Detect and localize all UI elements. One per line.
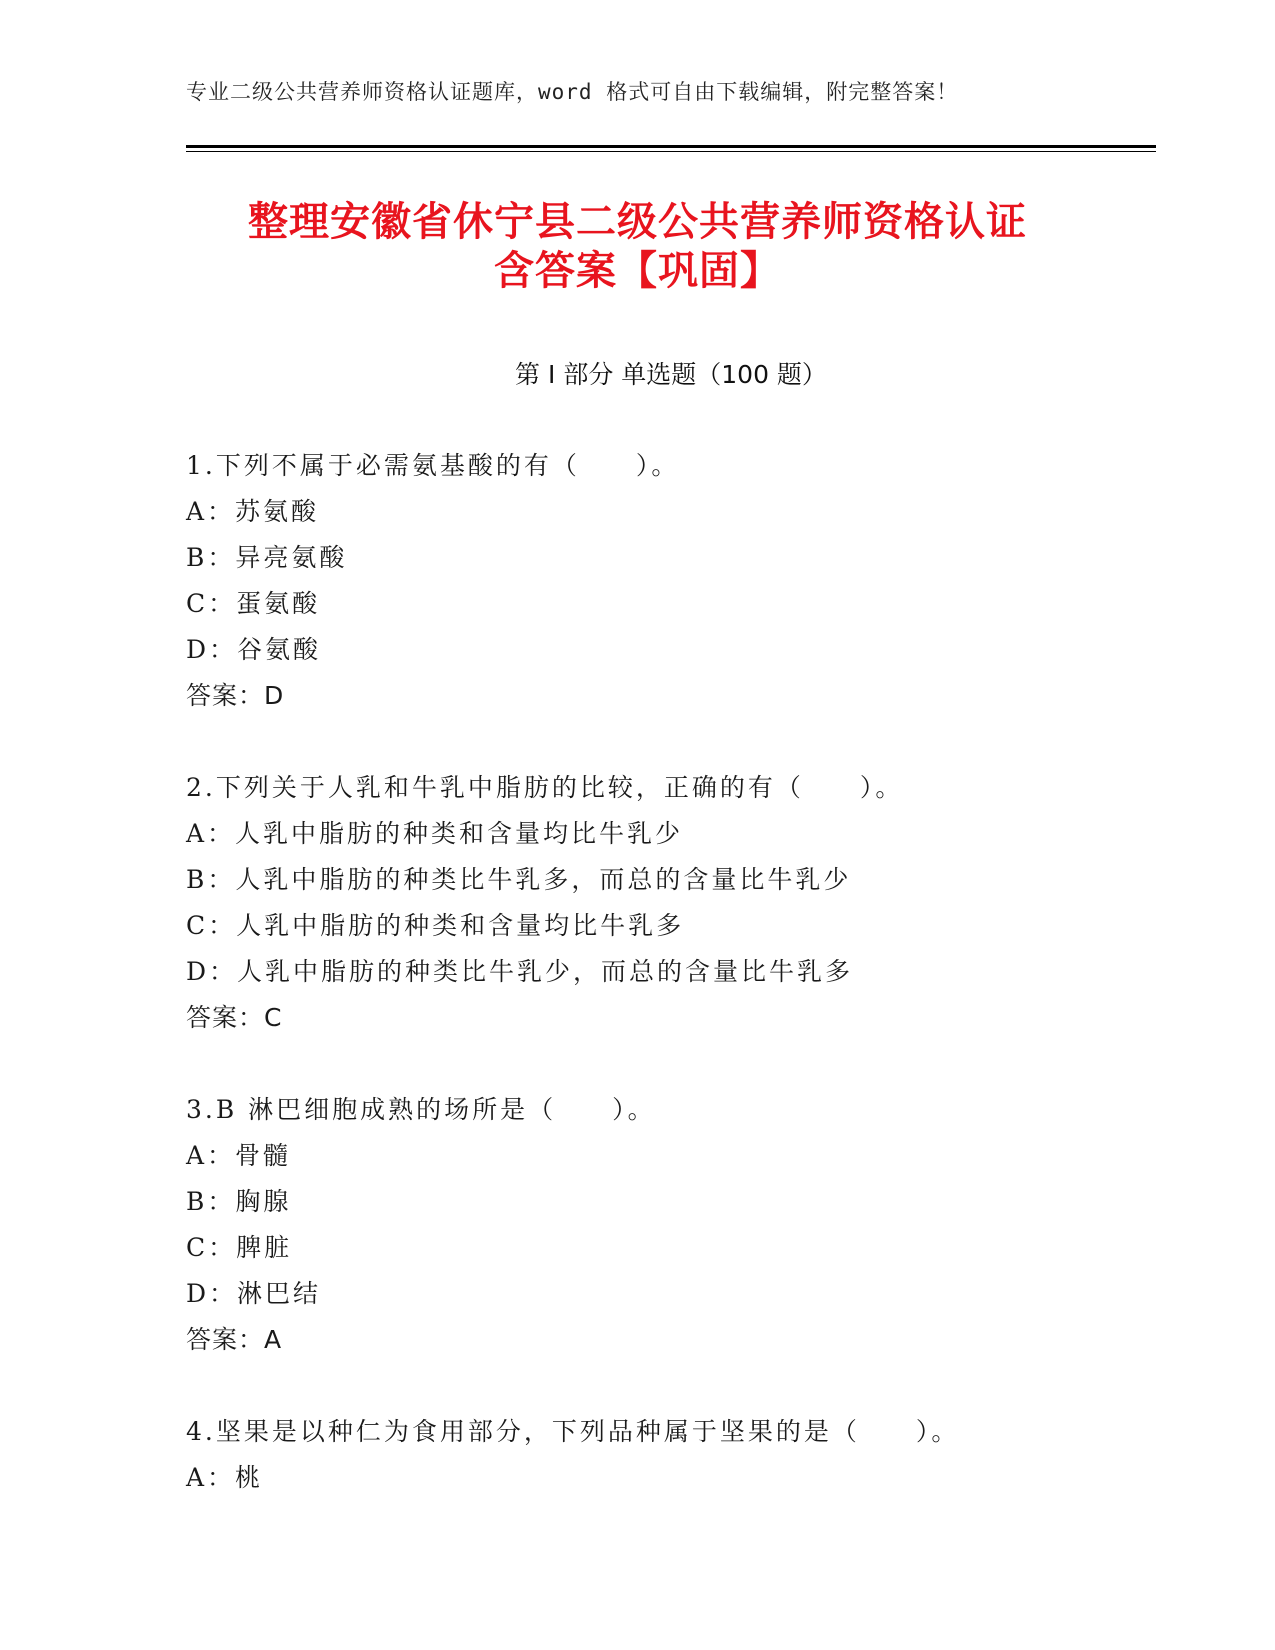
question-4 <box>186 1409 1156 1501</box>
answer: 答案：A <box>186 1325 283 1354</box>
question-list <box>186 443 1156 1547</box>
answer: 答案：D <box>186 681 285 710</box>
option-d: D：人乳中脂肪的种类比牛乳少，而总的含量比牛乳多 <box>186 957 854 986</box>
answer: 答案：C <box>186 1003 283 1032</box>
header-note: 专业二级公共营养师资格认证题库，word 格式可自由下载编辑，附完整答案！ <box>186 80 959 104</box>
header-rule-thin <box>186 151 1156 152</box>
title-line-1: 整理安徽省休宁县二级公共营养师资格认证 <box>248 199 1027 245</box>
option-c: C：脾脏 <box>186 1233 293 1262</box>
option-a: A：骨髓 <box>186 1141 292 1170</box>
option-a: A：桃 <box>186 1463 264 1492</box>
question-1 <box>186 443 1156 719</box>
option-d: D：谷氨酸 <box>186 635 322 664</box>
document-title <box>120 198 1155 296</box>
question-stem: 2.下列关于人乳和牛乳中脂肪的比较，正确的有（ ）。 <box>186 773 904 802</box>
question-stem: 4.坚果是以种仁为食用部分，下列品种属于坚果的是（ ）。 <box>186 1417 960 1446</box>
option-c: C：人乳中脂肪的种类和含量均比牛乳多 <box>186 911 685 940</box>
option-b: B：人乳中脂肪的种类比牛乳多，而总的含量比牛乳少 <box>186 865 852 894</box>
option-d: D：淋巴结 <box>186 1279 322 1308</box>
header-rule-thick <box>186 145 1156 148</box>
question-stem: 1.下列不属于必需氨基酸的有（ ）。 <box>186 451 680 480</box>
option-a: A：苏氨酸 <box>186 497 320 526</box>
section-title: 第 I 部分 单选题（100 题） <box>515 360 827 389</box>
option-b: B：异亮氨酸 <box>186 543 348 572</box>
question-stem: 3.B 淋巴细胞成熟的场所是（ ）。 <box>186 1095 656 1124</box>
question-3 <box>186 1087 1156 1363</box>
question-2 <box>186 765 1156 1041</box>
option-a: A：人乳中脂肪的种类和含量均比牛乳少 <box>186 819 684 848</box>
title-line-2: 含答案【巩固】 <box>494 248 781 294</box>
option-b: B：胸腺 <box>186 1187 292 1216</box>
option-c: C：蛋氨酸 <box>186 589 321 618</box>
